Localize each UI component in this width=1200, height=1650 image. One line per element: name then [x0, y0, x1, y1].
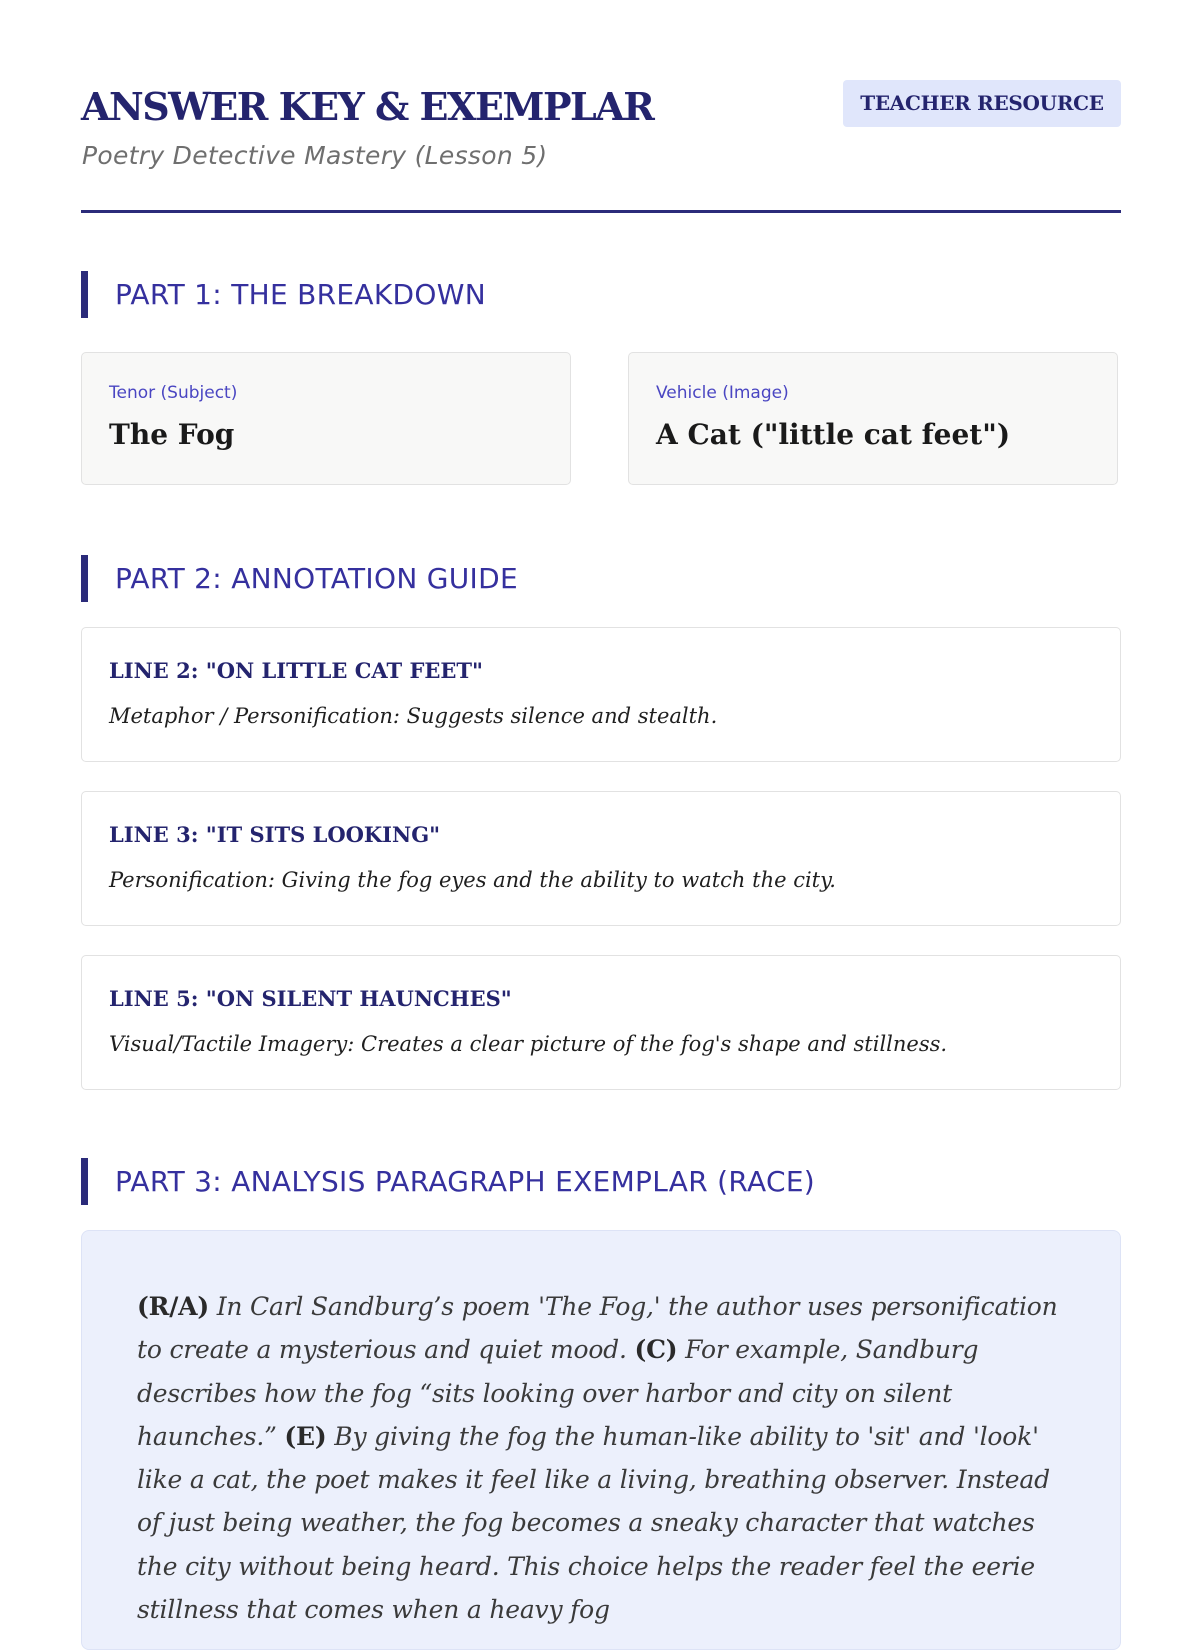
tenor-value: The Fog	[109, 418, 235, 451]
exemplar-segment: For example, Sandburg describes how the fog “sits looking over harbor and city on silent haunches.”	[137, 1335, 979, 1451]
exemplar-paragraph-box	[81, 1230, 1121, 1650]
vehicle-label: Vehicle (Image)	[656, 383, 789, 403]
vehicle-value: A Cat ("little cat feet")	[656, 418, 1011, 451]
page-subtitle: Poetry Detective Mastery (Lesson 5)	[82, 141, 548, 170]
race-tag-cite: (C)	[634, 1335, 678, 1365]
race-tag-explain: (E)	[284, 1421, 327, 1451]
annotation-title: LINE 5: "ON SILENT HAUNCHES"	[109, 986, 512, 1011]
annotation-card	[81, 955, 1121, 1090]
annotation-description: Visual/Tactile Imagery: Creates a clear picture of the fog's shape and stillness.	[109, 1032, 948, 1056]
document-header	[81, 80, 1121, 213]
exemplar-segment: In Carl Sandburg’s poem 'The Fog,' the author uses personification to create a mysterious and quiet mood.	[137, 1292, 1058, 1365]
exemplar-segment: By giving the fog the human-like ability to 'sit' and 'look' like a cat, the poet makes it feel like a living, breathing observer. Instead of just being weather, the fog becomes a sneaky character that watches the city without being heard. This choice helps the reader feel the eerie stillness that comes when a heavy fog	[137, 1421, 1050, 1625]
teacher-resource-badge: TEACHER RESOURCE	[843, 80, 1121, 127]
annotation-card	[81, 791, 1121, 926]
exemplar-paragraph	[137, 1285, 1077, 1631]
part3-heading: PART 3: ANALYSIS PARAGRAPH EXEMPLAR (RACE)	[81, 1158, 815, 1205]
tenor-label: Tenor (Subject)	[109, 383, 238, 403]
page-title: ANSWER KEY & EXEMPLAR	[81, 84, 654, 129]
annotation-title: LINE 3: "IT SITS LOOKING"	[109, 822, 441, 847]
part1-heading: PART 1: THE BREAKDOWN	[81, 271, 486, 318]
annotation-card	[81, 627, 1121, 762]
annotation-title: LINE 2: "ON LITTLE CAT FEET"	[109, 658, 483, 683]
vehicle-card	[628, 352, 1118, 485]
race-tag-restate: (R/A)	[137, 1292, 209, 1321]
part2-heading: PART 2: ANNOTATION GUIDE	[81, 555, 518, 602]
annotation-description: Personification: Giving the fog eyes and the ability to watch the city.	[109, 868, 836, 892]
answer-key-page	[81, 0, 1121, 1625]
tenor-card	[81, 352, 571, 485]
annotation-description: Metaphor / Personification: Suggests silence and stealth.	[109, 704, 718, 728]
